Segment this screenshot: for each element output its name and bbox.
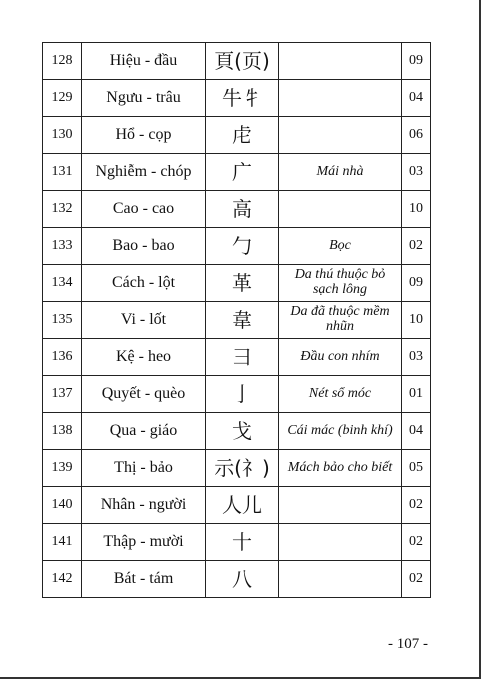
radical-number: 129 <box>43 80 82 117</box>
radical-name: Nghiễm - chóp <box>82 154 206 191</box>
table-row <box>43 413 431 450</box>
radical-character: 牛牜 <box>206 80 279 117</box>
table-row <box>43 487 431 524</box>
radical-character: 革 <box>206 265 279 302</box>
radical-name: Vi - lốt <box>82 302 206 339</box>
radical-number: 132 <box>43 191 82 228</box>
radical-character: 戈 <box>206 413 279 450</box>
radical-name: Cao - cao <box>82 191 206 228</box>
radical-number: 134 <box>43 265 82 302</box>
radical-character: 广 <box>206 154 279 191</box>
radical-name: Kệ - heo <box>82 339 206 376</box>
table-row <box>43 265 431 302</box>
table-row <box>43 43 431 80</box>
radical-table <box>42 42 431 598</box>
radical-character: 高 <box>206 191 279 228</box>
radical-meaning: Nét sổ móc <box>279 376 402 413</box>
radical-character: 勹 <box>206 228 279 265</box>
radical-name: Cách - lột <box>82 265 206 302</box>
radical-name: Thập - mười <box>82 524 206 561</box>
stroke-count: 05 <box>402 450 431 487</box>
radical-number: 140 <box>43 487 82 524</box>
table-row <box>43 561 431 598</box>
stroke-count: 02 <box>402 487 431 524</box>
radical-number: 136 <box>43 339 82 376</box>
radical-meaning: Da thú thuộc bỏ sạch lông <box>279 265 402 302</box>
radical-name: Bao - bao <box>82 228 206 265</box>
radical-meaning <box>279 561 402 598</box>
table-row <box>43 450 431 487</box>
radical-meaning <box>279 43 402 80</box>
radical-character: 示(礻) <box>206 450 279 487</box>
radical-meaning: Bọc <box>279 228 402 265</box>
radical-meaning <box>279 117 402 154</box>
radical-name: Nhân - người <box>82 487 206 524</box>
radical-character: 韋 <box>206 302 279 339</box>
radical-name: Quyết - quèo <box>82 376 206 413</box>
radical-number: 142 <box>43 561 82 598</box>
table-row <box>43 376 431 413</box>
radical-character: 虍 <box>206 117 279 154</box>
table-row <box>43 154 431 191</box>
radical-number: 128 <box>43 43 82 80</box>
radical-number: 133 <box>43 228 82 265</box>
radical-name: Bát - tám <box>82 561 206 598</box>
table-row <box>43 191 431 228</box>
radical-meaning: Đầu con nhím <box>279 339 402 376</box>
stroke-count: 03 <box>402 154 431 191</box>
stroke-count: 10 <box>402 302 431 339</box>
radical-number: 131 <box>43 154 82 191</box>
radical-number: 141 <box>43 524 82 561</box>
stroke-count: 10 <box>402 191 431 228</box>
radical-character: 十 <box>206 524 279 561</box>
radical-meaning: Da đã thuộc mềm nhũn <box>279 302 402 339</box>
radical-table-body <box>43 43 431 598</box>
table-row <box>43 524 431 561</box>
radical-number: 139 <box>43 450 82 487</box>
table-row <box>43 302 431 339</box>
stroke-count: 01 <box>402 376 431 413</box>
radical-character: 八 <box>206 561 279 598</box>
radical-name: Hổ - cọp <box>82 117 206 154</box>
radical-name: Hiệu - đầu <box>82 43 206 80</box>
page-number: - 107 - <box>388 636 428 652</box>
stroke-count: 02 <box>402 561 431 598</box>
radical-character: 亅 <box>206 376 279 413</box>
radical-number: 138 <box>43 413 82 450</box>
radical-meaning: Cái mác (binh khí) <box>279 413 402 450</box>
table-row <box>43 117 431 154</box>
radical-character: 頁(页) <box>206 43 279 80</box>
radical-name: Qua - giáo <box>82 413 206 450</box>
radical-number: 130 <box>43 117 82 154</box>
radical-name: Ngưu - trâu <box>82 80 206 117</box>
radical-meaning <box>279 191 402 228</box>
table-row <box>43 339 431 376</box>
radical-name: Thị - bảo <box>82 450 206 487</box>
radical-character: 彐 <box>206 339 279 376</box>
radical-meaning <box>279 524 402 561</box>
radical-number: 137 <box>43 376 82 413</box>
radical-meaning: Mách bảo cho biết <box>279 450 402 487</box>
radical-meaning: Mái nhà <box>279 154 402 191</box>
stroke-count: 02 <box>402 524 431 561</box>
stroke-count: 03 <box>402 339 431 376</box>
stroke-count: 09 <box>402 43 431 80</box>
radical-number: 135 <box>43 302 82 339</box>
radical-character: 人儿 <box>206 487 279 524</box>
radical-meaning <box>279 487 402 524</box>
stroke-count: 04 <box>402 413 431 450</box>
stroke-count: 04 <box>402 80 431 117</box>
stroke-count: 02 <box>402 228 431 265</box>
table-row <box>43 80 431 117</box>
stroke-count: 06 <box>402 117 431 154</box>
radical-meaning <box>279 80 402 117</box>
stroke-count: 09 <box>402 265 431 302</box>
table-row <box>43 228 431 265</box>
